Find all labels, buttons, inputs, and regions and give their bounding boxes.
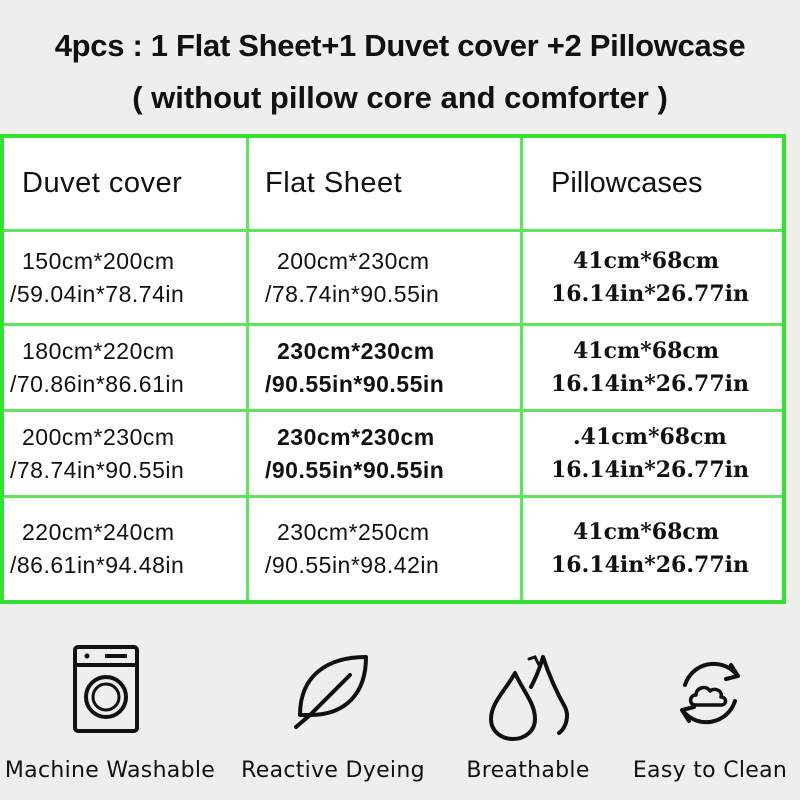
feature-label: Reactive Dyeing bbox=[241, 758, 425, 783]
product-subtitle: ( without pillow core and comforter ) bbox=[132, 80, 668, 115]
feature-easy-to-clean bbox=[632, 635, 788, 783]
table-cell-pillow: 41cm*68cm 16.14in*26.77in bbox=[551, 519, 749, 578]
feature-label: Easy to Clean bbox=[632, 758, 788, 783]
column-header-pillowcases: Pillowcases bbox=[523, 138, 782, 232]
leaf-icon bbox=[288, 635, 378, 743]
column-header-duvet: Duvet cover bbox=[4, 138, 249, 232]
feature-icons bbox=[0, 635, 800, 800]
water-drops-icon bbox=[483, 635, 573, 743]
table-cell-pillow: .41cm*68cm 16.14in*26.77in bbox=[523, 412, 782, 498]
feature-reactive-dyeing bbox=[241, 635, 425, 783]
feature-breathable bbox=[466, 635, 590, 783]
table-cell-duvet: 180cm*220cm /70.86in*86.61in bbox=[4, 326, 249, 412]
table-cell-duvet: 150cm*200cm /59.04in*78.74in bbox=[4, 232, 249, 326]
product-title: 4pcs : 1 Flat Sheet+1 Duvet cover +2 Pillowcase bbox=[54, 28, 746, 63]
table-cell-flat: 200cm*230cm /78.74in*90.55in bbox=[249, 232, 523, 326]
table-cell-flat: 230cm*250cm /90.55in*98.42in bbox=[249, 498, 523, 600]
washing-machine-icon bbox=[67, 635, 147, 743]
feature-machine-washable bbox=[4, 635, 216, 783]
feature-label: Breathable bbox=[466, 758, 590, 783]
table-cell-pillow: 41cm*68cm 16.14in*26.77in bbox=[523, 326, 782, 412]
feature-label: Machine Washable bbox=[4, 758, 216, 783]
size-table bbox=[0, 134, 786, 604]
cloud-refresh-icon bbox=[665, 635, 755, 743]
table-cell-flat: 230cm*230cm /90.55in*90.55in bbox=[249, 326, 523, 412]
table-cell-flat: 230cm*230cm /90.55in*90.55in bbox=[249, 412, 523, 498]
table-cell-pillow: 41cm*68cm 16.14in*26.77in bbox=[523, 232, 782, 326]
column-header-flat-sheet: Flat Sheet bbox=[249, 138, 523, 232]
table-cell-duvet: 200cm*230cm /78.74in*90.55in bbox=[4, 412, 249, 498]
table-cell-duvet: 220cm*240cm /86.61in*94.48in bbox=[4, 498, 249, 600]
